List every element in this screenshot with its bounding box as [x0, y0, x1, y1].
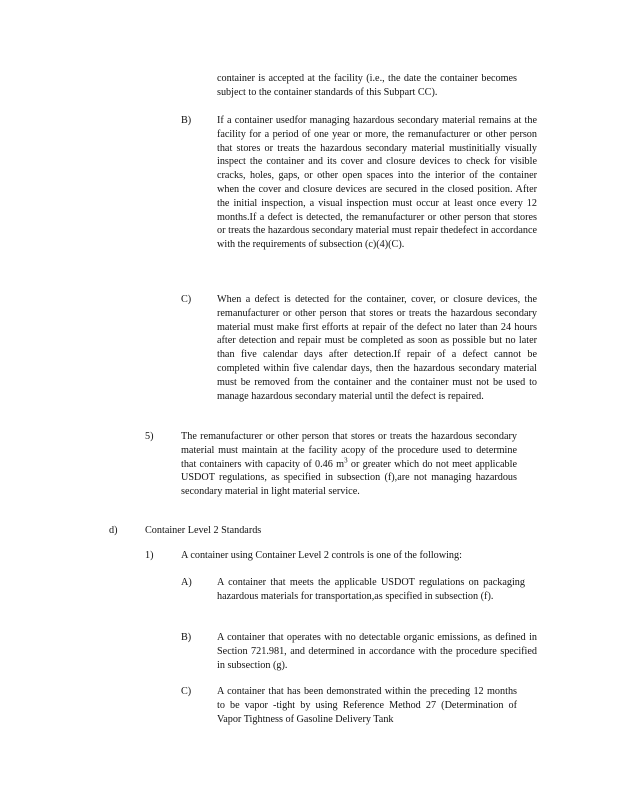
item-label-C: C): [181, 294, 192, 305]
item-label-5: 5): [145, 431, 154, 442]
paragraph-C-defect-repair: When a defect is detected for the container, cover, or closure devices, the remanufacturer or other person that stores or treats the hazardous secondary material must make first efforts at repair of the defect no later than 24 hours after detection and repair must be completed as soon as possible but no later than five calendar days after detection.If repair of a defect cannot be completed within five calendar days, then the hazardous secondary material must be removed from the container and the container must not be used to manage hazardous secondary material until the defect is repaired.: [217, 294, 537, 402]
paragraph-A-usdot: A container that meets the applicable USDOT regulations on packaging hazardous materials for transportation,as specified in subsection (f).: [217, 577, 525, 602]
item-label-1: 1): [145, 550, 154, 561]
paragraph-5-text-a: The remanufacturer or other person that stores or treats the hazardous secondary material must maintain at the facility acopy of the procedure used to determine that containers with capacity of 0.46 m: [181, 431, 517, 470]
paragraph-1-intro: A container using Container Level 2 controls is one of the following:: [181, 550, 462, 561]
paragraph-5-procedure: [181, 430, 517, 499]
item-label-C-2: C): [181, 686, 192, 697]
section-heading-level-2: Container Level 2 Standards: [145, 525, 262, 536]
section-label-d: d): [109, 525, 118, 536]
paragraph-5-text-b: or greater which do not meet applicable USDOT regulations, as specified in subsection (f),are not managing hazardous secondary material in light material service.: [181, 458, 517, 498]
paragraph-C-vapor-tight: A container that has been demonstrated within the preceding 12 months to be vapor -tight by using Reference Method 27 (Determination of Vapor Tightness of Gasoline Delivery Tank: [217, 686, 517, 725]
item-label-B-2: B): [181, 632, 192, 643]
item-label-A: A): [181, 577, 192, 588]
paragraph-B-inspection: If a container usedfor managing hazardous secondary material remains at the facility for a period of one year or more, the remanufacturer or other person that stores or treats the hazardous secondary material mustinitially visually inspect the container and its cover and closure devices to check for visible cracks, holes, gaps, or other open spaces into the interior of the container when the cover and closure devices are secured in the closed position. After the initial inspection, a visual inspection must occur at least once every 12 months.If a defect is detected, the remanufacturer or other person that stores or treats the hazardous secondary material must repair thedefect in accordance with the requirements of subsection (c)(4)(C).: [217, 115, 537, 251]
item-label-B: B): [181, 115, 192, 126]
paragraph-container-accepted: container is accepted at the facility (i.e., the date the container becomes subject to the container standards of this Subpart CC).: [217, 73, 517, 98]
paragraph-B-no-emissions: A container that operates with no detectable organic emissions, as defined in Section 721.981, and determined in accordance with the procedure specified in subsection (g).: [217, 632, 537, 671]
superscript-3: 3: [344, 456, 348, 465]
